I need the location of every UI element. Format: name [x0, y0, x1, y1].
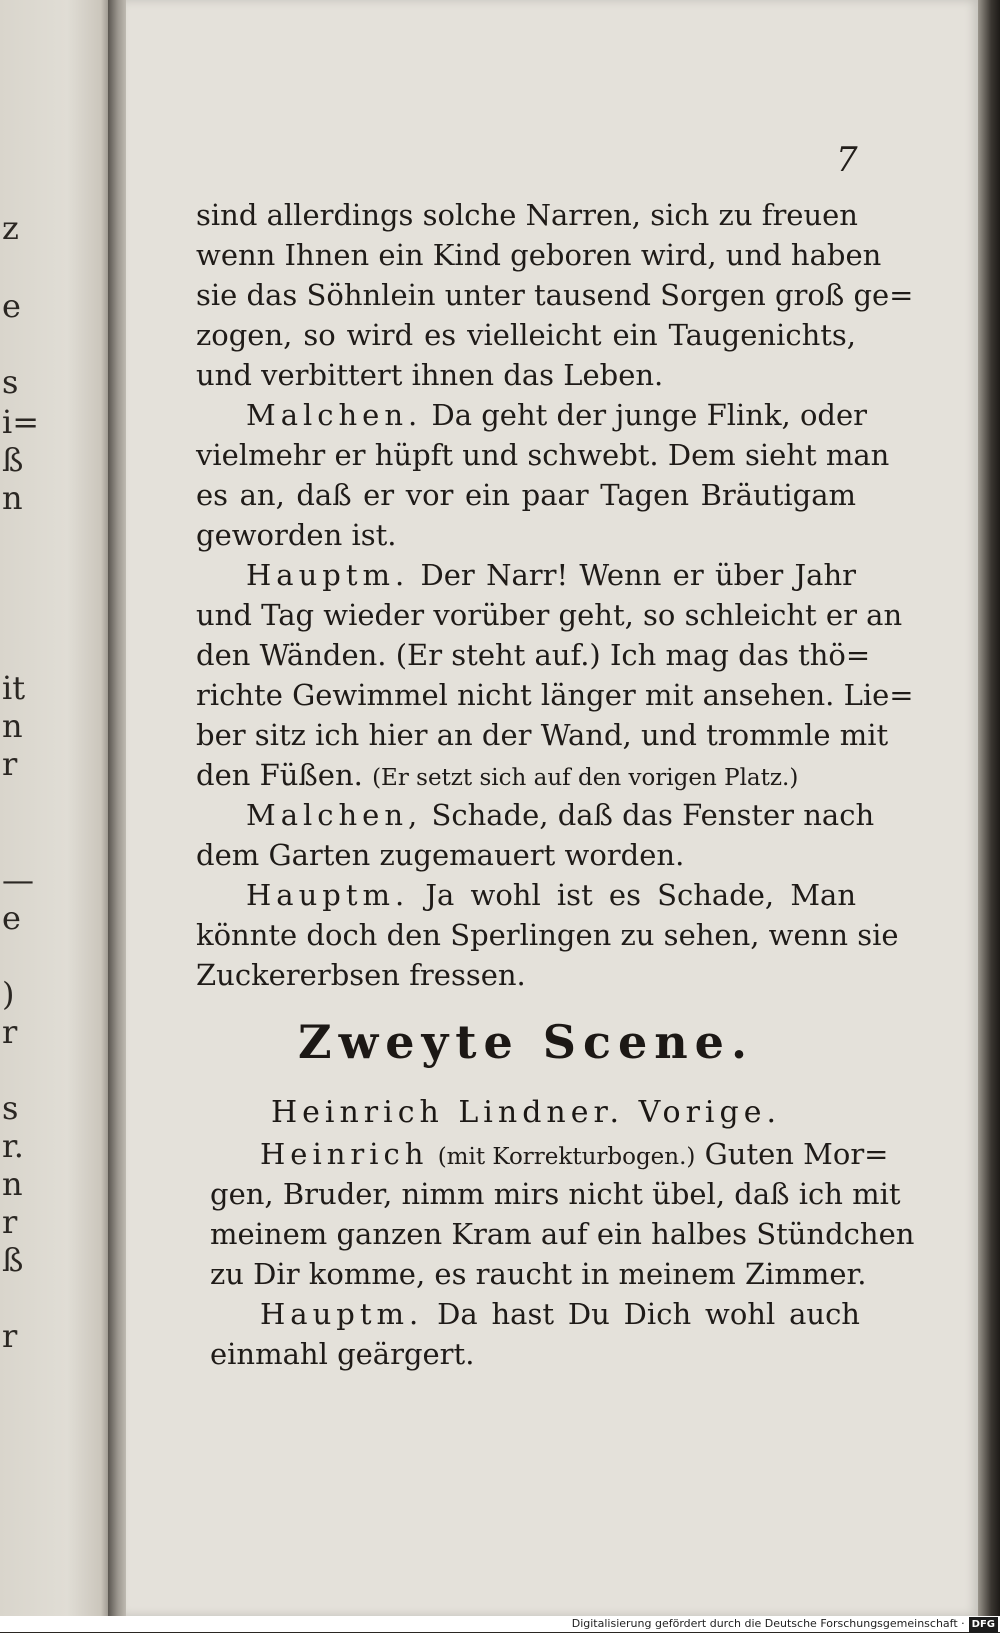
- left-page-fragment: n: [2, 479, 23, 517]
- left-page-fragment: r: [2, 1317, 18, 1355]
- page-number: 7: [836, 140, 858, 180]
- dialogue-text: Guten Mor=: [704, 1137, 889, 1171]
- dialogue-text: Schade, daß das Fenster nach: [431, 798, 875, 832]
- text-line: es an, daß er vor ein paar Tagen Bräutigam: [196, 478, 856, 512]
- page-text-upper: [196, 195, 914, 995]
- text-line: meinem ganzen Kram auf ein halbes Stündchen: [210, 1217, 915, 1251]
- left-page-fragment: s: [2, 1089, 19, 1127]
- footer-bar: [0, 1616, 1000, 1632]
- speaker-name: Malchen,: [246, 798, 423, 832]
- speaker-name: Heinrich: [260, 1137, 429, 1171]
- text-line: gen, Bruder, nimm mirs nicht übel, daß ich mit: [210, 1177, 901, 1211]
- dialogue-line: [196, 795, 875, 835]
- dialogue-text: Der Narr! Wenn er über Jahr: [420, 558, 856, 592]
- text-line: den Wänden. (Er steht auf.) Ich mag das thö=: [196, 638, 871, 672]
- left-page-fragment: —: [2, 861, 34, 899]
- text-line: und Tag wieder vorüber geht, so schleicht er an: [196, 598, 903, 632]
- dfg-logo: DFG: [969, 1617, 998, 1633]
- text-line: richte Gewimmel nicht länger mit ansehen. Lie=: [196, 678, 914, 712]
- text-line: einmahl geärgert.: [210, 1337, 475, 1371]
- speaker-name: Hauptm.: [260, 1297, 424, 1331]
- text-line: sind allerdings solche Narren, sich zu freuen: [196, 198, 858, 232]
- left-page-fragment: r: [2, 1013, 18, 1051]
- dialogue-text: Da geht der junge Flink, oder: [431, 398, 868, 432]
- speaker-name: Malchen.: [246, 398, 423, 432]
- speaker-name: Hauptm.: [246, 878, 410, 912]
- footer-credit: Digitalisierung gefördert durch die Deutsche Forschungsgemeinschaft ·: [571, 1617, 965, 1630]
- text-line: zu Dir komme, es raucht in meinem Zimmer.: [210, 1257, 867, 1291]
- text-line: geworden ist.: [196, 518, 397, 552]
- left-page-fragment: n: [2, 707, 23, 745]
- left-page-fragment: ß: [2, 441, 24, 479]
- text-line: und verbittert ihnen das Leben.: [196, 358, 664, 392]
- dialogue-line: [210, 1295, 860, 1335]
- text-line: zogen, so wird es vielleicht ein Taugenichts,: [196, 318, 856, 352]
- left-page-fragment: r: [2, 745, 18, 783]
- page-text-lower: [210, 1135, 915, 1375]
- left-page-fragment: s: [2, 363, 19, 401]
- dialogue-text: Da hast Du Dich wohl auch: [437, 1297, 860, 1331]
- dialogue-text: den Füßen.: [196, 758, 363, 792]
- dialogue-text: Ja wohl ist es Schade, Man: [425, 878, 856, 912]
- text-line: sie das Söhnlein unter tausend Sorgen groß ge=: [196, 278, 914, 312]
- left-page-fragment: r.: [2, 1127, 24, 1165]
- text-line: vielmehr er hüpft und schwebt. Dem sieht man: [196, 438, 890, 472]
- left-page-fragment: e: [2, 287, 21, 325]
- text-line: dem Garten zugemauert worden.: [196, 838, 685, 872]
- text-line: ber sitz ich hier an der Wand, und trommle mit: [196, 718, 889, 752]
- left-page-fragment: ß: [2, 1241, 24, 1279]
- text-line: Zuckererbsen fressen.: [196, 958, 526, 992]
- stage-direction: (mit Korrekturbogen.): [437, 1144, 696, 1170]
- left-page-fragment: z: [2, 209, 19, 247]
- speaker-name: Hauptm.: [246, 558, 410, 592]
- left-page-fragment: i=: [2, 403, 40, 441]
- left-page-fragment: ): [2, 975, 15, 1013]
- left-page-fragment: it: [2, 669, 26, 707]
- left-page-fragment: r: [2, 1203, 18, 1241]
- dialogue-line: [196, 395, 868, 435]
- text-line: wenn Ihnen ein Kind geboren wird, und haben: [196, 238, 882, 272]
- cast-list: Heinrich Lindner. Vorige.: [270, 1095, 782, 1130]
- dialogue-line: [196, 755, 856, 795]
- left-facing-page: [0, 0, 112, 1632]
- left-page-fragment: n: [2, 1165, 23, 1203]
- dialogue-line: [196, 875, 856, 915]
- dialogue-line: [196, 555, 856, 595]
- scene-heading: Zweyte Scene.: [298, 1015, 754, 1069]
- stage-direction: (Er setzt sich auf den vorigen Platz.): [372, 765, 799, 791]
- left-page-fragment: e: [2, 899, 21, 937]
- dialogue-line: [210, 1135, 889, 1175]
- text-line: könnte doch den Sperlingen zu sehen, wenn sie: [196, 918, 899, 952]
- page-edge-shadow: [978, 0, 1000, 1616]
